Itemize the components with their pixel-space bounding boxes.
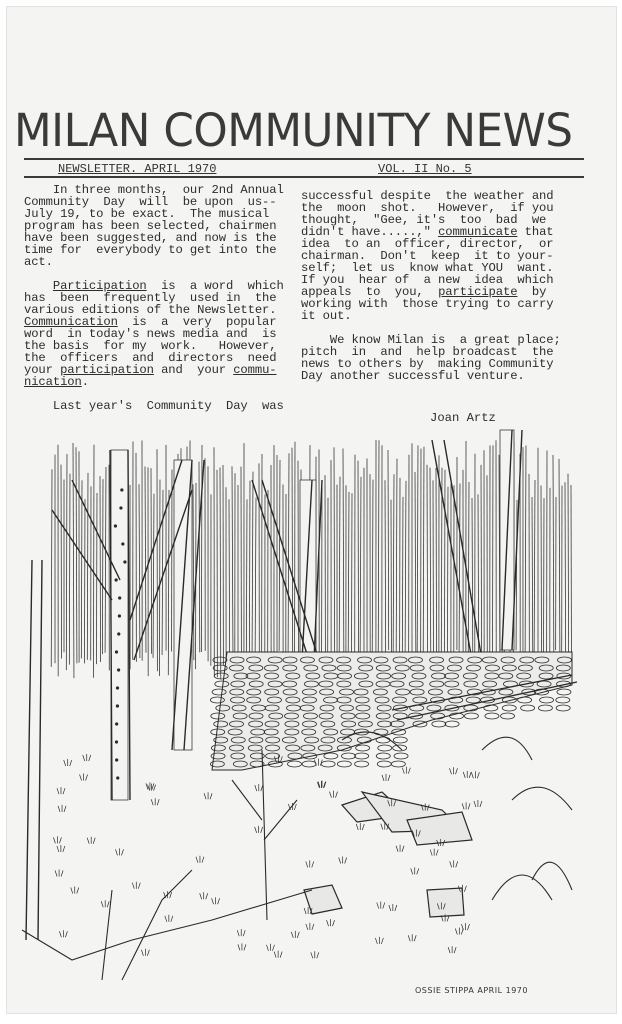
grass-tuft: [148, 784, 156, 791]
grass-tuft: [382, 774, 390, 781]
birch-spot: [118, 596, 121, 599]
grass-tuft: [327, 919, 335, 926]
hatch-line: [159, 480, 160, 676]
birch-spot: [116, 776, 119, 779]
grass-tuft: [53, 836, 61, 843]
wall-stone: [464, 713, 478, 719]
hatch-line: [565, 482, 566, 667]
article-line: the moon shot. However, if you: [301, 201, 554, 215]
wall-stone: [356, 745, 370, 751]
grass-tuft: [356, 823, 364, 830]
hatch-line: [201, 445, 202, 652]
hatch-line: [385, 480, 386, 679]
woodland-illustration: [12, 420, 602, 985]
hatch-line: [393, 474, 394, 677]
grass-tuft: [329, 791, 337, 798]
grass-tuft: [238, 943, 246, 950]
birch-spot: [115, 650, 118, 653]
grass-tuft: [377, 902, 385, 909]
hatch-line: [516, 500, 517, 651]
hatch-line: [430, 468, 431, 666]
grass-tuft: [430, 849, 438, 856]
hatch-line: [81, 480, 82, 658]
article-line: Last year's Community Day was: [24, 399, 284, 413]
hatch-line: [100, 476, 101, 662]
wall-stone: [341, 753, 355, 759]
hatch-line: [436, 468, 437, 658]
article-line: have been suggested, and now is the: [24, 231, 277, 245]
wall-stone: [502, 705, 516, 711]
grass-tuft: [57, 845, 65, 852]
wall-stone: [445, 721, 459, 727]
hatch-line: [51, 469, 52, 666]
hatch-line: [472, 498, 473, 674]
article-line: Communication is a very popular: [24, 315, 277, 329]
grass-tuft: [450, 860, 458, 867]
tree-trunk: [111, 450, 128, 800]
hatch-line: [69, 474, 70, 665]
grass-tuft: [461, 923, 469, 930]
article-line: the basis for my work. However,: [24, 339, 277, 353]
grass-tuft: [266, 944, 274, 951]
wall-stone: [393, 737, 407, 743]
article-line: has been frequently used in the: [24, 291, 277, 305]
article-line: news to others by making Community: [301, 357, 554, 371]
wall-stone: [391, 761, 405, 767]
hatch-line: [252, 472, 253, 660]
article-line: self; let us know what YOU want.: [301, 261, 554, 275]
article-line: idea to an officer, director, or: [301, 237, 554, 251]
grass-tuft: [58, 805, 66, 812]
grass-tuft: [141, 949, 149, 956]
birch-spot: [114, 524, 117, 527]
flat-rocks: [304, 792, 472, 917]
hatch-line: [162, 490, 163, 655]
wall-stone: [376, 753, 390, 759]
article-line: it out.: [301, 309, 352, 323]
grass-tuft: [411, 867, 419, 874]
hatch-line: [388, 450, 389, 650]
birch-spot: [115, 758, 118, 761]
article-line: program has been selected, chairmen: [24, 219, 277, 233]
hatch-line: [249, 481, 250, 655]
grass-tuft: [274, 951, 282, 958]
article-line: act.: [24, 255, 53, 269]
grass-tuft: [146, 782, 154, 789]
birch-spot: [118, 614, 121, 617]
hatch-line: [534, 480, 535, 671]
article-line: nication.: [24, 375, 89, 389]
hatch-line: [334, 447, 335, 661]
grass-tuft: [101, 900, 109, 907]
article-line: pitch in and help broadcast the: [301, 345, 554, 359]
hatch-line: [541, 486, 542, 668]
wall-stone: [538, 705, 552, 711]
wall-stone: [556, 697, 570, 703]
grass-tuft: [71, 887, 79, 894]
article-line: appeals to you, participate by: [301, 285, 547, 299]
hatch-line: [66, 454, 67, 670]
grass-tuft: [212, 897, 220, 904]
grass-tuft: [306, 923, 314, 930]
hatch-line: [339, 477, 340, 662]
hatch-line: [417, 445, 418, 660]
masthead-rule-bottom: [24, 176, 584, 178]
wall-stone: [484, 705, 498, 711]
wall-stone: [557, 689, 571, 695]
birch-spot: [115, 722, 118, 725]
hatch-line: [246, 499, 247, 669]
wall-stone: [321, 761, 335, 767]
grass-tuft: [408, 934, 416, 941]
birch-spot: [116, 686, 119, 689]
grass-tuft: [402, 767, 410, 774]
hatch-line: [279, 460, 280, 651]
hatch-line: [525, 446, 526, 665]
hatch-line: [423, 447, 424, 660]
birch-spot: [116, 704, 119, 707]
hatch-line: [139, 484, 140, 658]
stone-wall: [212, 652, 572, 770]
wall-stone: [355, 761, 369, 767]
hatch-line: [73, 443, 74, 678]
hatch-line: [61, 465, 62, 659]
birch-spot: [119, 506, 122, 509]
grass-tuft: [448, 946, 456, 953]
article-line: successful despite the weather and: [301, 189, 554, 203]
hatch-line: [568, 474, 569, 659]
hatch-line: [372, 480, 373, 665]
wall-stone: [213, 657, 227, 663]
hatch-line: [151, 468, 152, 654]
hatch-line: [532, 497, 533, 659]
grass-tuft: [306, 860, 314, 867]
grass-tuft: [291, 931, 299, 938]
article-line: thought, "Gee, it's too bad we: [301, 213, 547, 227]
hatch-line: [84, 499, 85, 663]
hatch-line: [229, 499, 230, 669]
hatch-line: [459, 483, 460, 659]
hatch-line: [87, 473, 88, 660]
hatch-line: [102, 479, 103, 654]
hatch-line: [93, 445, 94, 678]
wall-stone: [432, 721, 446, 727]
article-line: Day another successful venture.: [301, 369, 525, 383]
wall-stone: [355, 753, 369, 759]
grass-tuft: [471, 771, 479, 778]
hatch-line: [153, 494, 154, 658]
article-line: word in today's news media and is: [24, 327, 277, 341]
hatch-line: [105, 467, 106, 653]
grass-tuft: [196, 856, 204, 863]
hatch-line: [481, 465, 482, 662]
article-line: We know Milan is a great place;: [301, 333, 561, 347]
hatch-line: [288, 453, 289, 661]
grass-tuft: [463, 771, 471, 778]
hatch-line: [441, 468, 442, 676]
hatch-line: [427, 465, 428, 660]
birch-spot: [115, 578, 118, 581]
article-line: various editions of the Newsletter.: [24, 303, 277, 317]
hatch-line: [396, 459, 397, 669]
hatch-line: [168, 490, 169, 675]
hatch-line: [351, 493, 352, 660]
wall-stone: [302, 761, 316, 767]
hatch-line: [232, 466, 233, 652]
birch-spot: [117, 668, 120, 671]
grass-tuft: [151, 798, 159, 805]
wall-stone: [287, 761, 301, 767]
grass-tuft: [115, 848, 123, 855]
hatch-line: [360, 477, 361, 666]
hatch-line: [415, 472, 416, 666]
article-line: time for everybody to get into the: [24, 243, 277, 257]
wall-stone: [501, 713, 515, 719]
tree-trunk: [300, 480, 316, 660]
hatch-line: [447, 487, 448, 671]
grass-tuft: [200, 892, 208, 899]
article-line: working with those trying to carry: [301, 297, 554, 311]
grass-tuft: [311, 951, 319, 958]
grass-tuft: [237, 929, 245, 936]
grass-tuft: [462, 802, 470, 809]
wall-stone: [376, 737, 390, 743]
wall-stone: [540, 697, 554, 703]
hatch-line: [444, 470, 445, 663]
article-line: Participation is a word which: [52, 279, 284, 293]
article-line: the officers and directors need: [24, 351, 277, 365]
article-line: Community Day will be upon us--: [24, 195, 277, 209]
wall-stone: [556, 705, 570, 711]
birch-spot: [120, 488, 123, 491]
birch-spot: [123, 560, 126, 563]
wall-stone: [324, 753, 338, 759]
article-line: chairman. Don't keep it to your-: [301, 249, 554, 263]
hatch-line: [255, 498, 256, 666]
birch-spot: [117, 632, 120, 635]
grass-tuft: [80, 773, 88, 780]
article-author: Joan Artz: [430, 411, 496, 425]
wall-stone: [394, 753, 408, 759]
hatch-line: [402, 497, 403, 668]
grass-tuft: [396, 845, 404, 852]
article-line: your participation and your commu-: [24, 363, 277, 377]
hatch-line: [378, 440, 379, 668]
grass-tuft: [375, 937, 383, 944]
article-line: If you hear of a new idea which: [301, 273, 554, 287]
wall-stone: [521, 705, 535, 711]
grass-tuft: [59, 930, 67, 937]
edition-label: NEWSLETTER. APRIL 1970: [58, 162, 217, 176]
article-line: July 19, to be exact. The musical: [24, 207, 270, 221]
grass-tuft: [64, 759, 72, 766]
article-line: In three months, our 2nd Annual: [24, 183, 284, 197]
grass-tuft: [204, 792, 212, 799]
wall-stone: [337, 761, 351, 767]
birch-spot: [121, 542, 124, 545]
grass-tuft: [132, 882, 140, 889]
hatch-line: [348, 492, 349, 663]
article-left-column: [24, 184, 284, 412]
masthead-rule-top: [24, 158, 584, 160]
wall-stone: [378, 745, 392, 751]
article-right-column: [301, 190, 561, 382]
hatch-line: [559, 459, 560, 675]
volume-label: VOL. II No. 5: [378, 162, 472, 176]
grass-tuft: [339, 856, 347, 863]
hatch-line: [292, 448, 293, 672]
hatch-line: [220, 468, 221, 680]
masthead-title: MILAN COMMUNITY NEWS: [14, 104, 573, 157]
hatch-line: [492, 445, 493, 665]
hatch-line: [343, 448, 344, 661]
article-line: didn't have.....," communicate that: [301, 225, 554, 239]
hatch-line: [193, 484, 194, 660]
illustration-signature: OSSIE STIPPA APRIL 1970: [415, 986, 528, 995]
hatch-line: [553, 455, 554, 659]
wall-stone: [377, 761, 391, 767]
grass-tuft: [55, 870, 63, 877]
hatch-line: [199, 462, 200, 653]
foreground-branches: [22, 732, 572, 980]
hatch-line: [358, 461, 359, 680]
hatch-line: [405, 481, 406, 671]
grass-tuft: [57, 787, 65, 794]
wall-stone: [518, 697, 532, 703]
hatch-line: [76, 447, 77, 663]
grass-tuft: [83, 754, 91, 761]
hatch-line: [391, 500, 392, 676]
grass-tuft: [165, 915, 173, 922]
grass-tuft: [449, 767, 457, 774]
birch-spot: [115, 740, 118, 743]
grass-tuft: [255, 826, 263, 833]
grass-tuft: [455, 927, 463, 934]
grass-tuft: [255, 784, 263, 791]
grass-tuft: [474, 800, 482, 807]
grass-tuft: [87, 837, 95, 844]
grass-tuft: [389, 904, 397, 911]
wall-stone: [485, 713, 499, 719]
hatch-line: [543, 498, 544, 677]
